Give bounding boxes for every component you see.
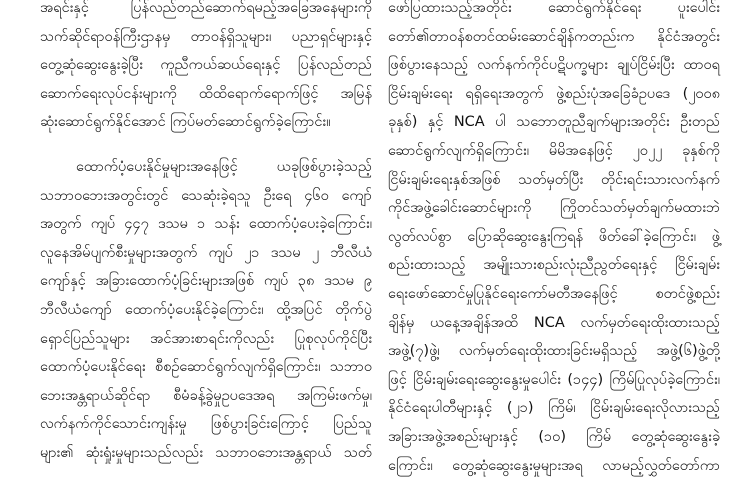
text-line: ရှောင်ပြည်သူများ အင်အားစာရင်းကိုလည်း ပြုစုလုပ်ကိုင်ပြီး [40, 325, 372, 354]
text-line: သဘာဝဘေးအတွင်းတွင် သေဆုံးခဲ့ရသူ ဦးရေ ၄၆၀ ကျော် [40, 182, 372, 211]
right-paragraph-1 [388, 0, 720, 480]
text-line: များ၏ ဆုံးရှုံးမှုများသည်လည်း သဘာဝဘေးအန္တရာယ် သတ် [40, 439, 372, 468]
right-column [388, 0, 720, 480]
text-line: လွတ်လပ်စွာ ပြောဆိုဆွေးနွေးကြရန် ဖိတ်ခေါ်ခဲ့ကြောင်း၊ ဖွဲ့ [388, 223, 720, 252]
text-line: ဆောင်ရွက်လျက်ရှိကြောင်း၊ မိမိအနေဖြင့် ၂၀၂၂ ခုနှစ်ကို [388, 137, 720, 166]
text-line: ချိန်မှ ယနေ့အချိန်အထိ NCA လက်မှတ်ရေးထိုးထားသည့် [388, 309, 720, 338]
text-line: အတွက် ကျပ် ၄၄၇ ဒသမ ၁ သန်း ထောက်ပံ့ပေးခဲ့ကြောင်း၊ [40, 210, 372, 239]
left-paragraph-1 [40, 0, 372, 137]
text-line: ကျော်နှင့် အခြားထောက်ပံ့ခြင်းများအဖြစ် ကျပ် ၃၈ ဒသမ ၉ [40, 267, 372, 296]
text-line: တော်၏တာဝန်စတင်ထမ်းဆောင်ချိန်ကတည်းက နိုင်ငံအတွင်း [388, 23, 720, 52]
text-line: ဖော်ပြထားသည့်အတိုင်း ဆောင်ရွက်နိုင်ရေး ပူးပေါင်း [388, 0, 720, 23]
text-line: ငြိမ်းချမ်းရေး ရရှိရေးအတွက် ဖွဲ့စည်းပုံအခြေခံဥပဒေ (၂၀၀၈ [388, 80, 720, 109]
text-line: အဖွဲ့(၇)ဖွဲ့၊ လက်မှတ်ရေးထိုးထားခြင်းမရှိသည့် အဖွဲ့(၆)ဖွဲ့တို့ [388, 337, 720, 366]
text-line: ဘီလီယံကျော် ထောက်ပံ့ပေးနိုင်ခဲ့ကြောင်း၊ ထို့အပြင် တိုက်ပွဲ [40, 296, 372, 325]
text-line: ဆုံးဆောင်ရွက်နိုင်အောင် ကြပ်မတ်ဆောင်ရွက်ခဲ့ကြောင်း။ [40, 108, 372, 137]
text-line: ဆောက်ရေးလုပ်ငန်းများကို ထိထိရောက်ရောက်ဖြင့် အမြန် [40, 80, 372, 109]
text-line: ဘေးအန္တရာယ်ဆိုင်ရာ စီမံခန့်ခွဲမှုဥပဒေအရ အကြမ်းဖက်မှု၊ [40, 382, 372, 411]
text-line: ရေးဖော်ဆောင်မှုပြုနိုင်ရေးကော်မတီအနေဖြင့် စတင်ဖွဲ့စည်း [388, 280, 720, 309]
text-line: သက်ဆိုင်ရာဝန်ကြီးဌာနမှ တာဝန်ရှိသူများ၊ ပညာရှင်များနှင့် [40, 23, 372, 52]
text-line: အရင်းနှင့် ပြန်လည်တည်ဆောက်ရမည့်အခြေအနေများကို [40, 0, 372, 23]
text-line: ငြိမ်းချမ်းရေးနှစ်အဖြစ် သတ်မှတ်ပြီး တိုင်းရင်းသားလက်နက် [388, 166, 720, 195]
paragraph-gap [40, 137, 372, 153]
text-line: ဖြစ်ပွားနေသည့် လက်နက်ကိုင်ပဋိပက္ခများ ချုပ်ငြိမ်းပြီး ထာဝရ [388, 51, 720, 80]
text-line: လူနေအိမ်ပျက်စီးမှုများအတွက် ကျပ် ၂၁ ဒသမ ၂ ဘီလီယံ [40, 239, 372, 268]
left-column [40, 0, 372, 468]
text-line: ခုနှစ်) နှင့် NCA ပါ သဘောတူညီချက်များအတိုင်း ဦးတည် [388, 108, 720, 137]
text-line: အခြားအဖွဲ့အစည်းများနှင့် (၁၀) ကြိမ် တွေ့ဆုံဆွေးနွေးခဲ့ [388, 423, 720, 452]
text-line: ဖြင့် ငြိမ်းချမ်းရေးဆွေးနွေးမှုပေါင်း (၁၄၄) ကြိမ်ပြုလုပ်ခဲ့ကြောင်း၊ [388, 366, 720, 395]
text-line: ကြောင်း၊ တွေ့ဆုံဆွေးနွေးမှုများအရ လာမည့်လွှတ်တော်ကာ [388, 452, 720, 480]
text-line: စည်းထားသည့် အမျိုးသားစည်းလုံးညီညွတ်ရေးနှင့် ငြိမ်းချမ်း [388, 251, 720, 280]
left-paragraph-2 [40, 153, 372, 468]
text-line: တွေ့ဆုံဆွေးနွေးခဲ့ပြီး ကူညီကယ်ဆယ်ရေးနှင့် ပြန်လည်တည် [40, 51, 372, 80]
text-line: ထောက်ပံ့ပေးနိုင်မှုများအနေဖြင့် ယခုဖြစ်ပွားခဲ့သည့် [40, 153, 372, 182]
text-line: ကိုင်အဖွဲ့ခေါင်းဆောင်များကို ကြိုတင်သတ်မှတ်ချက်မထားဘဲ [388, 194, 720, 223]
text-line: ထောက်ပံ့ပေးနိုင်ရေး စီစဉ်ဆောင်ရွက်လျက်ရှိကြောင်း၊ သဘာဝ [40, 353, 372, 382]
text-line: လက်နက်ကိုင်သောင်းကျန်းမှု ဖြစ်ပွားခြင်းကြောင့် ပြည်သူ [40, 410, 372, 439]
text-line: နိုင်ငံရေးပါတီများနှင့် (၂၁) ကြိမ်၊ ငြိမ်းချမ်းရေးလိုလားသည့် [388, 394, 720, 423]
